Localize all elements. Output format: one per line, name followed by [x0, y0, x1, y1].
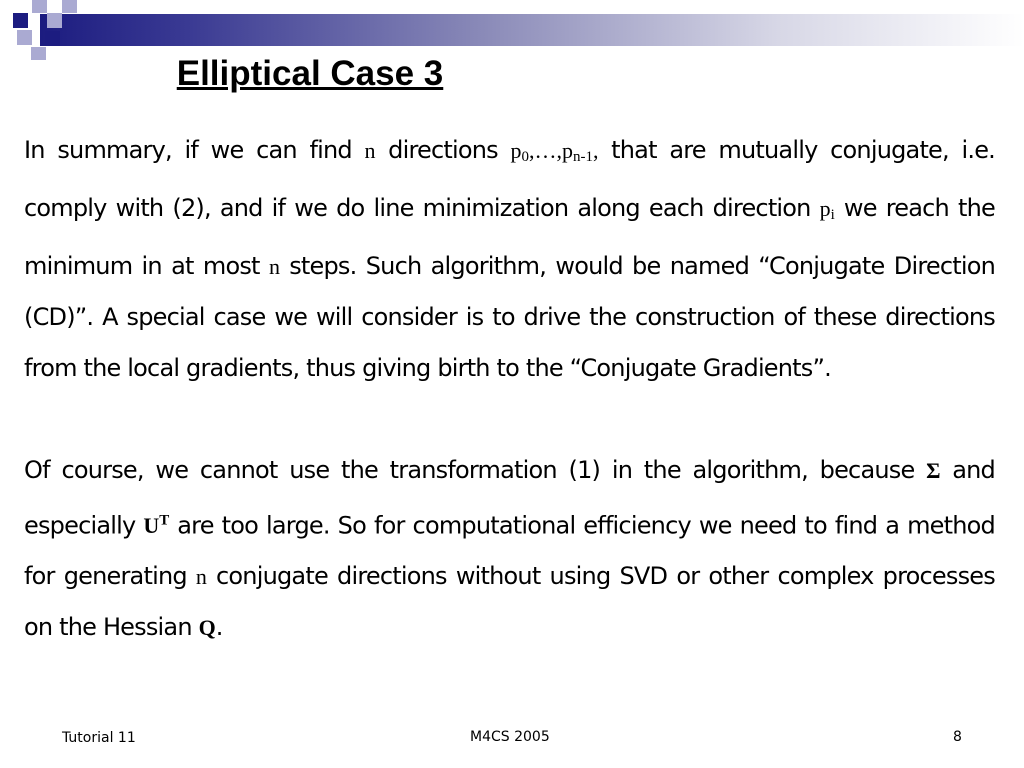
- paragraph-summary: In summary, if we can find n directions $p_0,\dots,p_{n-1}$, that are mutually conjugate, i.e. comply with (2), and if we do line minimization along each direction $p_i$ we reach the minimum in at most n steps. Such algorithm, would be named “Conjugate Direction (CD)”. A special case we will consider is to drive the construction of these directions from the local gradients, thus giving birth to the “Conjugate Gradients”.: [24, 136, 995, 382]
- decorative-square-navy-1: [13, 13, 28, 28]
- paragraph-efficiency: Of course, we cannot use the transformation (1) in the algorithm, because Σ and especially $U^T$ are too large. So for computational efficiency we need to find a method for generating n conjugate directions without using SVD or other complex processes on the Hessian Q.: [24, 456, 995, 642]
- math-u-transpose: $U^T$: [143, 513, 170, 539]
- math-direction-list: $p_0,\dots,p_{n-1}$,: [510, 138, 599, 165]
- footer-left: Tutorial 11: [62, 730, 136, 746]
- footer-center: M4CS 2005: [470, 729, 550, 745]
- math-sigma: Σ: [926, 458, 941, 483]
- math-n: n: [364, 138, 376, 163]
- math-n: n: [268, 254, 280, 279]
- decorative-square-lavender-2: [62, 0, 77, 13]
- math-p-i: $p_i$: [819, 196, 835, 223]
- decorative-square-navy-2: [45, 31, 60, 46]
- slide-title: Elliptical Case 3: [176, 54, 444, 93]
- decorative-square-lavender-4: [17, 30, 32, 45]
- math-n: n: [195, 564, 207, 590]
- page-number: 8: [953, 729, 962, 745]
- slide-body: [24, 125, 995, 653]
- decorative-square-lavender-1: [32, 0, 47, 13]
- title-gradient-bar: [40, 14, 1024, 46]
- decorative-square-lavender-3: [47, 13, 62, 28]
- math-q: Q: [198, 615, 216, 641]
